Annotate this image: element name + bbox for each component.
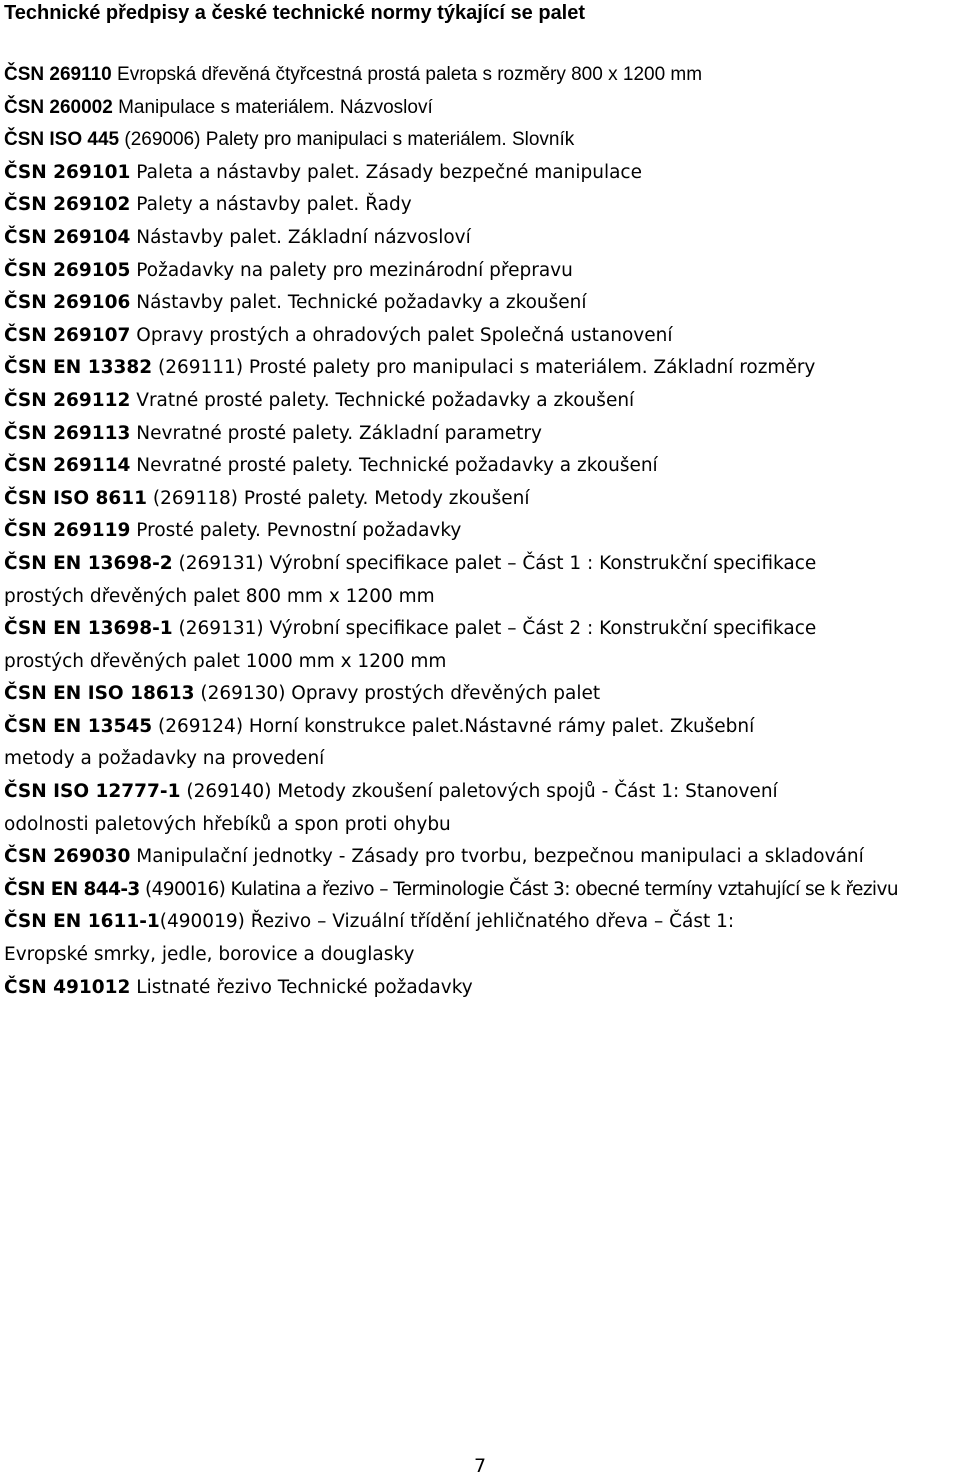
standard-description: Prosté palety. Pevnostní požadavky [130, 520, 462, 542]
list-item [4, 681, 898, 714]
standard-description: Nástavby palet. Technické požadavky a zkoušení [130, 292, 587, 314]
standard-description: Nevratné prosté palety. Základní parametry [130, 422, 542, 444]
list-item [4, 746, 898, 779]
list-item [4, 649, 898, 682]
page-number: 7 [473, 1455, 487, 1477]
list-item [4, 62, 898, 95]
standard-description: Opravy prostých a ohradových palet Společná ustanovení [130, 324, 673, 346]
standard-code: ČSN 269030 [4, 846, 131, 868]
list-item [4, 421, 898, 454]
standard-description: Evropská dřevěná čtyřcestná prostá paleta s rozměry 800 x 1200 mm [111, 64, 703, 85]
standard-description: odolnosti paletových hřebíků a spon proti ohybu [4, 813, 451, 835]
list-item [4, 942, 898, 975]
standard-description: (269118) Prosté palety. Metody zkoušení [147, 487, 530, 509]
standard-code: ČSN 269104 [4, 226, 131, 248]
standard-code: ČSN 269106 [4, 292, 131, 314]
standard-code: ČSN ISO 445 [4, 129, 120, 151]
standard-description: metody a požadavky na provedení [4, 748, 325, 770]
standard-description: prostých dřevěných palet 1000 mm x 1200 mm [4, 650, 447, 672]
standard-code: ČSN 269102 [4, 194, 131, 216]
standard-description: Palety a nástavby palet. Řady [130, 194, 412, 216]
list-item [4, 975, 898, 1008]
list-item [4, 909, 898, 942]
list-item [4, 714, 898, 747]
list-item [4, 323, 898, 356]
standard-code: ČSN 269101 [4, 161, 131, 183]
standard-code: ČSN EN 13698-1 [4, 618, 173, 640]
standard-description: (490019) Řezivo – Vizuální třídění jehličnatého dřeva – Část 1: [159, 911, 735, 933]
standard-description: (490016) Kulatina a řezivo – Terminologie Část 3: obecné termíny vztahující se k řezivu [139, 878, 898, 900]
standard-description: Paleta a nástavby palet. Zásady bezpečné manipulace [130, 161, 642, 183]
list-item [4, 844, 898, 877]
list-item [4, 95, 898, 128]
standard-description: (269140) Metody zkoušení paletových spojů - Část 1: Stanovení [180, 781, 778, 803]
standard-code: ČSN 269112 [4, 389, 131, 411]
standard-code: ČSN EN 844-3 [4, 878, 140, 900]
list-item [4, 877, 898, 910]
standard-description: Požadavky na palety pro mezinárodní přepravu [130, 259, 573, 281]
standard-code: ČSN 269119 [4, 520, 131, 542]
standard-description: (269124) Horní konstrukce palet.Nástavné rámy palet. Zkušební [152, 715, 755, 737]
standard-description: prostých dřevěných palet 800 mm x 1200 mm [4, 585, 435, 607]
list-item [4, 779, 898, 812]
list-item [4, 355, 898, 388]
standard-description: Vratné prosté palety. Technické požadavky a zkoušení [130, 389, 635, 411]
standard-description: Listnaté řezivo Technické požadavky [130, 976, 473, 998]
standard-code: ČSN EN 13545 [4, 715, 153, 737]
standard-code: ČSN 269114 [4, 455, 131, 477]
list-item [4, 388, 898, 421]
document-title: Technické předpisy a české technické normy týkající se palet [4, 2, 586, 24]
standards-list [4, 62, 898, 1007]
standard-code: ČSN ISO 12777-1 [4, 781, 181, 803]
list-item [4, 453, 898, 486]
standard-description: Nevratné prosté palety. Technické požadavky a zkoušení [130, 455, 658, 477]
list-item [4, 812, 898, 845]
list-item [4, 486, 898, 519]
standard-code: ČSN EN 13382 [4, 357, 153, 379]
list-item [4, 290, 898, 323]
standard-description: Evropské smrky, jedle, borovice a douglasky [4, 944, 415, 966]
standard-code: ČSN 269110 [4, 64, 112, 85]
standard-code: ČSN 491012 [4, 976, 131, 998]
standard-code: ČSN EN ISO 18613 [4, 683, 195, 705]
list-item [4, 225, 898, 258]
standard-description: Nástavby palet. Základní názvosloví [130, 226, 471, 248]
standard-code: ČSN 269107 [4, 324, 131, 346]
list-item [4, 192, 898, 225]
standard-description: Manipulace s materiálem. Názvosloví [112, 96, 433, 118]
list-item [4, 584, 898, 617]
list-item [4, 518, 898, 551]
list-item [4, 616, 898, 649]
standard-description: (269130) Opravy prostých dřevěných palet [194, 683, 601, 705]
standard-code: ČSN 269105 [4, 259, 131, 281]
standard-description: (269006) Palety pro manipulaci s materiálem. Slovník [119, 129, 575, 151]
list-item [4, 551, 898, 584]
standard-description: Manipulační jednotky - Zásady pro tvorbu, bezpečnou manipulaci a skladování [130, 846, 864, 868]
standard-description: (269111) Prosté palety pro manipulaci s materiálem. Základní rozměry [152, 357, 816, 379]
list-item [4, 258, 898, 291]
standard-code: ČSN ISO 8611 [4, 487, 148, 509]
standard-code: ČSN 260002 [4, 96, 113, 118]
standard-description: (269131) Výrobní specifikace palet – Část 1 : Konstrukční specifikace [172, 552, 817, 574]
standard-code: ČSN 269113 [4, 422, 131, 444]
standard-code: ČSN EN 13698-2 [4, 552, 173, 574]
list-item [4, 160, 898, 193]
standard-description: (269131) Výrobní specifikace palet – Část 2 : Konstrukční specifikace [172, 618, 817, 640]
list-item [4, 127, 898, 160]
standard-code: ČSN EN 1611-1 [4, 911, 160, 933]
